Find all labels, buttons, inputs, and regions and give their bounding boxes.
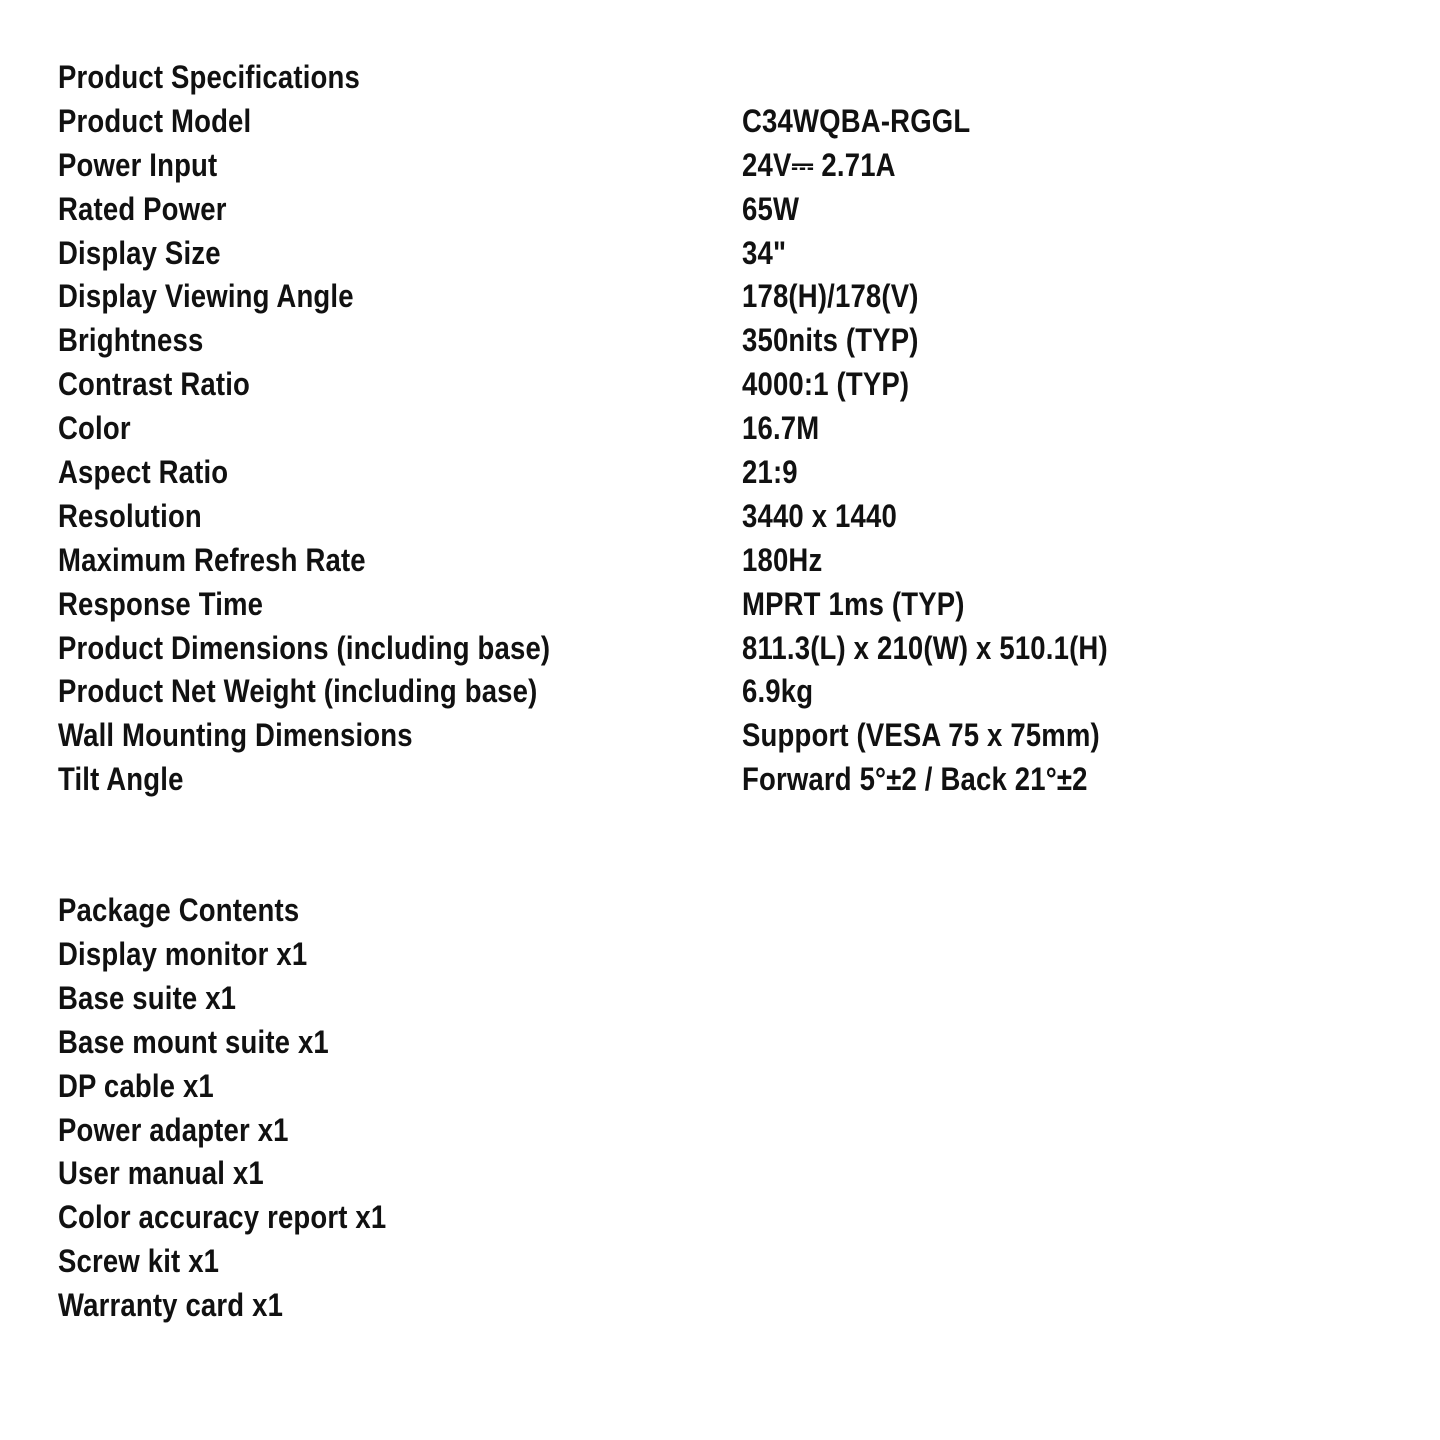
spec-row-contrast-ratio bbox=[58, 363, 1388, 407]
section-spacer bbox=[58, 802, 1388, 889]
spec-row-viewing-angle bbox=[58, 275, 1388, 319]
spec-row-product-model bbox=[58, 100, 1388, 144]
spec-row-display-size bbox=[58, 232, 1388, 276]
spec-value: 24V⎓ 2.71A bbox=[742, 146, 896, 183]
spec-row-color bbox=[58, 407, 1388, 451]
spec-value: Forward 5°±2 / Back 21°±2 bbox=[742, 761, 1088, 798]
spec-row-wall-mounting bbox=[58, 714, 1388, 758]
package-contents-heading: Package Contents bbox=[58, 892, 300, 929]
spec-document bbox=[58, 56, 1388, 1328]
package-item: Base suite x1 bbox=[58, 979, 237, 1016]
spec-label: Power Input bbox=[58, 146, 218, 183]
package-item: Color accuracy report x1 bbox=[58, 1199, 387, 1236]
spec-row-response-time bbox=[58, 583, 1388, 627]
spec-label: Product Net Weight (including base) bbox=[58, 673, 538, 710]
spec-label: Contrast Ratio bbox=[58, 366, 251, 403]
spec-label: Display Viewing Angle bbox=[58, 278, 354, 315]
package-item: Base mount suite x1 bbox=[58, 1023, 329, 1060]
spec-row-net-weight bbox=[58, 670, 1388, 714]
spec-row-power-input bbox=[58, 144, 1388, 188]
spec-value: 21:9 bbox=[742, 454, 798, 491]
spec-value: 180Hz bbox=[742, 541, 823, 578]
package-item: Screw kit x1 bbox=[58, 1243, 220, 1280]
spec-label: Aspect Ratio bbox=[58, 454, 229, 491]
spec-label: Brightness bbox=[58, 322, 204, 359]
spec-value: 350nits (TYP) bbox=[742, 322, 919, 359]
spec-value: 16.7M bbox=[742, 410, 820, 447]
spec-label: Resolution bbox=[58, 497, 202, 534]
spec-value: 4000:1 (TYP) bbox=[742, 366, 910, 403]
spec-label: Wall Mounting Dimensions bbox=[58, 717, 413, 754]
spec-label: Product Dimensions (including base) bbox=[58, 629, 551, 666]
spec-label: Maximum Refresh Rate bbox=[58, 541, 366, 578]
spec-value: Support (VESA 75 x 75mm) bbox=[742, 717, 1100, 754]
spec-value: C34WQBA-RGGL bbox=[742, 102, 971, 139]
spec-row-tilt-angle bbox=[58, 758, 1388, 802]
package-item: Display monitor x1 bbox=[58, 936, 308, 973]
spec-value: 178(H)/178(V) bbox=[742, 278, 919, 315]
spec-row-rated-power bbox=[58, 188, 1388, 232]
spec-value: MPRT 1ms (TYP) bbox=[742, 585, 965, 622]
package-item: Power adapter x1 bbox=[58, 1111, 289, 1148]
spec-label: Color bbox=[58, 410, 131, 447]
spec-row-refresh-rate bbox=[58, 539, 1388, 583]
spec-row-product-dimensions bbox=[58, 627, 1388, 671]
specifications-heading: Product Specifications bbox=[58, 59, 360, 95]
spec-label: Response Time bbox=[58, 585, 264, 622]
package-item: DP cable x1 bbox=[58, 1067, 214, 1104]
spec-row-brightness bbox=[58, 319, 1388, 363]
spec-value: 34" bbox=[742, 234, 787, 271]
spec-label: Rated Power bbox=[58, 190, 227, 227]
spec-value: 6.9kg bbox=[742, 673, 814, 710]
package-item: User manual x1 bbox=[58, 1155, 264, 1192]
spec-value: 3440 x 1440 bbox=[742, 497, 897, 534]
spec-value: 811.3(L) x 210(W) x 510.1(H) bbox=[742, 629, 1108, 666]
package-item: Warranty card x1 bbox=[58, 1287, 284, 1324]
spec-row-resolution bbox=[58, 495, 1388, 539]
spec-value: 65W bbox=[742, 190, 800, 227]
spec-label: Display Size bbox=[58, 234, 221, 271]
spec-row-aspect-ratio bbox=[58, 451, 1388, 495]
spec-label: Tilt Angle bbox=[58, 761, 184, 798]
spec-label: Product Model bbox=[58, 102, 252, 139]
